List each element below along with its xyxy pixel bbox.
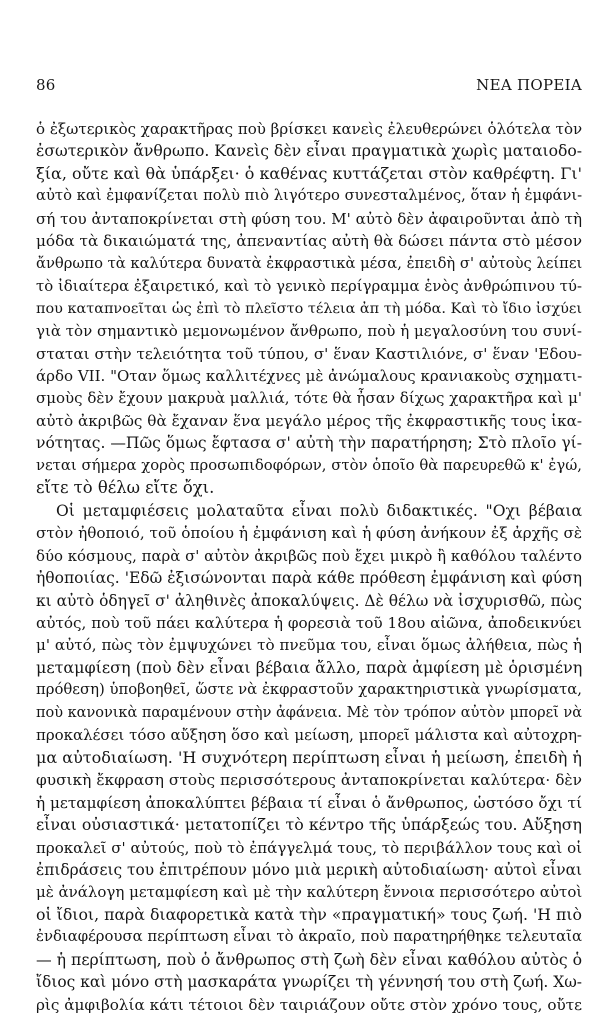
- text-line: γιὰ τὸν σημαντικὸ μεμονωμένον ἄνθρωπο, ποὺ ἡ μεγαλοσύνη του συνί-: [36, 322, 582, 341]
- text-line: ἄνθρωπο τὰ καλύτερα δυνατὰ ἐκφραστικὰ μέσα, ἐπειδὴ σ' αὐτοὺς λείπει: [36, 254, 583, 272]
- text-line: αὐτός, ποὺ τοῦ πάει καλύτερα ἡ φορεσιὰ τοῦ 18ου αἰῶνα, ἀποδεικνύει: [36, 613, 582, 632]
- text-line: ξία, οὔτε καὶ θὰ ὑπάρξει· ὁ καθένας κυττάζεται στὸν καθρέφτη. Γι': [36, 163, 582, 183]
- text-line: σμοὺς δὲν ἔχουν μακρυὰ μαλλιά, τότε θὰ ἦσαν δίχως χαρακτῆρα καὶ μ': [36, 389, 582, 408]
- text-line: ἐσωτερικὸν ἄνθρωπο. Κανεὶς δὲν εἶναι πραγματικὰ χωρὶς ματαιοδο-: [36, 142, 583, 161]
- text-line: νότητας. —Πῶς ὅμως ἔφτασα σ' αὐτὴ τὴν παρατήρηση; Στὸ πλοῖο γί-: [36, 434, 582, 453]
- text-line: μα αὐτοδιαίωση. 'Η συχνότερη περίπτωση εἶναι ἡ μείωση, ἐπειδὴ ἡ: [36, 747, 582, 767]
- text-line: αὐτὸ καὶ ἐμφανίζεται πολὺ πιὸ λιγότερο συνεσταλμένος, ὅταν ἡ ἐμφάνι-: [36, 187, 583, 205]
- page-header: [36, 76, 582, 98]
- text-line: ὁ ἐξωτερικὸς χαρακτῆρας ποὺ βρίσκει κανεὶς ἐλευθερώνει ὁλότελα τὸν: [36, 120, 583, 138]
- text-line: που καταπνοεῖται ὡς ἐπὶ τὸ πλεῖστο τέλεια ἀπ τὴ μόδα. Καὶ τὸ ἴδιο ἰσχύει: [36, 300, 582, 317]
- text-line: μ' αὐτό, πὼς τὸν ἐμψυχώνει τὸ πνεῦμα του, εἶναι ὅμως ἀλήθεια, πὼς ἡ: [36, 636, 582, 655]
- text-line: τὸ ἰδιαίτερα ἐξαιρετικό, καὶ τὸ γενικὸ περίγραμμα ἑνὸς ἀνθρώπινου τύ-: [36, 277, 582, 296]
- text-line: στὸν ἠθοποιό, τοῦ ὁποίου ἡ ἐμφάνιση καὶ ἡ φύση ἀνήκουν ἐξ ἀρχῆς σὲ: [36, 524, 582, 543]
- page-number: 86: [36, 76, 56, 94]
- text-line: ἠθοποιίας. 'Εδῶ ἐξισώνονται παρὰ κάθε πρόθεση ἐμφάνιση καὶ φύση: [36, 569, 582, 588]
- text-line: ἡ μεταμφίεση ἀποκαλύπτει βέβαια τί εἶναι ὁ ἄνθρωπος, ὡστόσο ὄχι τί: [36, 793, 583, 812]
- paragraph: [36, 500, 582, 1016]
- text-line: αὐτὸ ἀκριβῶς θὰ ἔχαναν ἕνα μεγάλο μέρος τῆς ἐκφραστικῆς τους ἱκα-: [36, 411, 582, 430]
- text-line: ἐνδιαφέρουσα περίπτωση εἶναι τὸ ἀκραῖο, ποὺ παρατηρήθηκε τελευταῖα: [36, 928, 582, 946]
- text-line: ἴδιος καὶ μόνο στὴ μασκαράτα γνωρίζει τὴ γέννησή του στὴ ζωή. Χω-: [36, 973, 582, 992]
- body-text: [36, 118, 582, 1016]
- text-line: σή του ἀνταποκρίνεται στὴ φύση του. Μ' αὐτὸ δὲν ἀφαιροῦνται ἀπὸ τὴ: [36, 209, 582, 228]
- text-line: — ἡ περίπτωση, ποὺ ὁ ἄνθρωπος στὴ ζωὴ δὲν εἶναι καθόλου αὐτὸς ὁ: [36, 949, 583, 969]
- text-line: άρδο VII. "Οταν ὅμως καλλιτέχνες μὲ ἀνώμαλους κρανιακοὺς σχηματι-: [36, 366, 583, 385]
- text-line: κι αὐτὸ ὁδηγεῖ σ' ἀληθινὲς ἀποκαλύψεις. Δὲ θέλω νὰ ἰσχυρισθῶ, πὼς: [36, 591, 582, 610]
- text-line: φυσικὴ ἔκφραση στοὺς περισσότερους ἀνταποκρίνεται καλύτερα· δὲν: [36, 771, 582, 790]
- text-line: οἱ ἴδιοι, παρὰ διαφορετικὰ κατὰ τὴν «πραγματική» τους ζωή. 'Η πιὸ: [36, 904, 582, 924]
- text-line: μὲ ἀνάλογη μεταμφίεση καὶ μὲ τὴν καλύτερη ἔννοια περισσότερο αὐτοὶ: [36, 883, 583, 902]
- text-line: ρὶς ἀμφιβολία κάτι τέτοιοι δὲν ταιριάζουν οὔτε στὸν χρόνο τους, οὔτε: [36, 995, 582, 1014]
- paragraph: [36, 118, 582, 500]
- text-line: ποὺ κανονικὰ παραμένουν στὴν ἀφάνεια. Μὲ τὸν τρόπον αὐτὸν μπορεῖ νὰ: [36, 704, 582, 721]
- text-line: νεται σήμερα χορὸς προσωπιδοφόρων, στὸν ὁποῖο θὰ παρευρεθῶ κ' ἐγώ,: [36, 456, 582, 474]
- text-line: εἴτε τὸ θέλω εἴτε ὄχι.: [36, 478, 215, 498]
- text-line: ἐπιδράσεις του ἐπιτρέπουν μόνο μιὰ μερικὴ αὐτοδιαίωση· αὐτοὶ εἶναι: [36, 860, 583, 879]
- text-line: εἶναι οὐσιαστικά· μετατοπίζει τὸ κέντρο τῆς ὑπάρξεώς του. Αὔξηση: [36, 815, 582, 835]
- text-line: μόδα τὰ δικαιώματά της, ἀπεναντίας αὐτὴ θὰ δώσει πάντα στὸ μέσον: [36, 232, 582, 251]
- text-line: πρόθεση) ὑποβοηθεῖ, ὥστε νὰ ἐκφραστοῦν χαρακτηριστικὰ γνωρίσματα,: [36, 681, 582, 699]
- text-line: δύο κόσμους, παρὰ σ' αὐτὸν ἀκριβῶς ποὺ ἔχει μικρὸ ἢ καθόλου ταλέντο: [36, 546, 582, 565]
- text-line: Οἱ μεταμφιέσεις μολαταῦτα εἶναι πολὺ διδακτικές. "Οχι βέβαια: [56, 501, 582, 520]
- text-line: σταται στὴν τελειότητα τοῦ τύπου, σ' ἕναν Καστιλιόνε, σ' ἕναν 'Εδου-: [36, 344, 582, 363]
- text-line: μεταμφίεση (ποὺ δὲν εἶναι βέβαια ἄλλο, παρὰ ἀμφίεση μὲ ὁρισμένη: [36, 657, 583, 677]
- running-head: ΝΕΑ ΠΟΡΕΙΑ: [476, 76, 582, 94]
- text-line: προκαλέσει τόσο αὔξηση ὅσο καὶ μείωση, μπορεῖ μάλιστα καὶ αὐτοχρη-: [36, 726, 582, 745]
- text-line: προκαλεῖ σ' αὐτούς, ποὺ τὸ ἐπάγγελμά τους, τὸ περιβάλλον τους καὶ οἱ: [36, 838, 583, 857]
